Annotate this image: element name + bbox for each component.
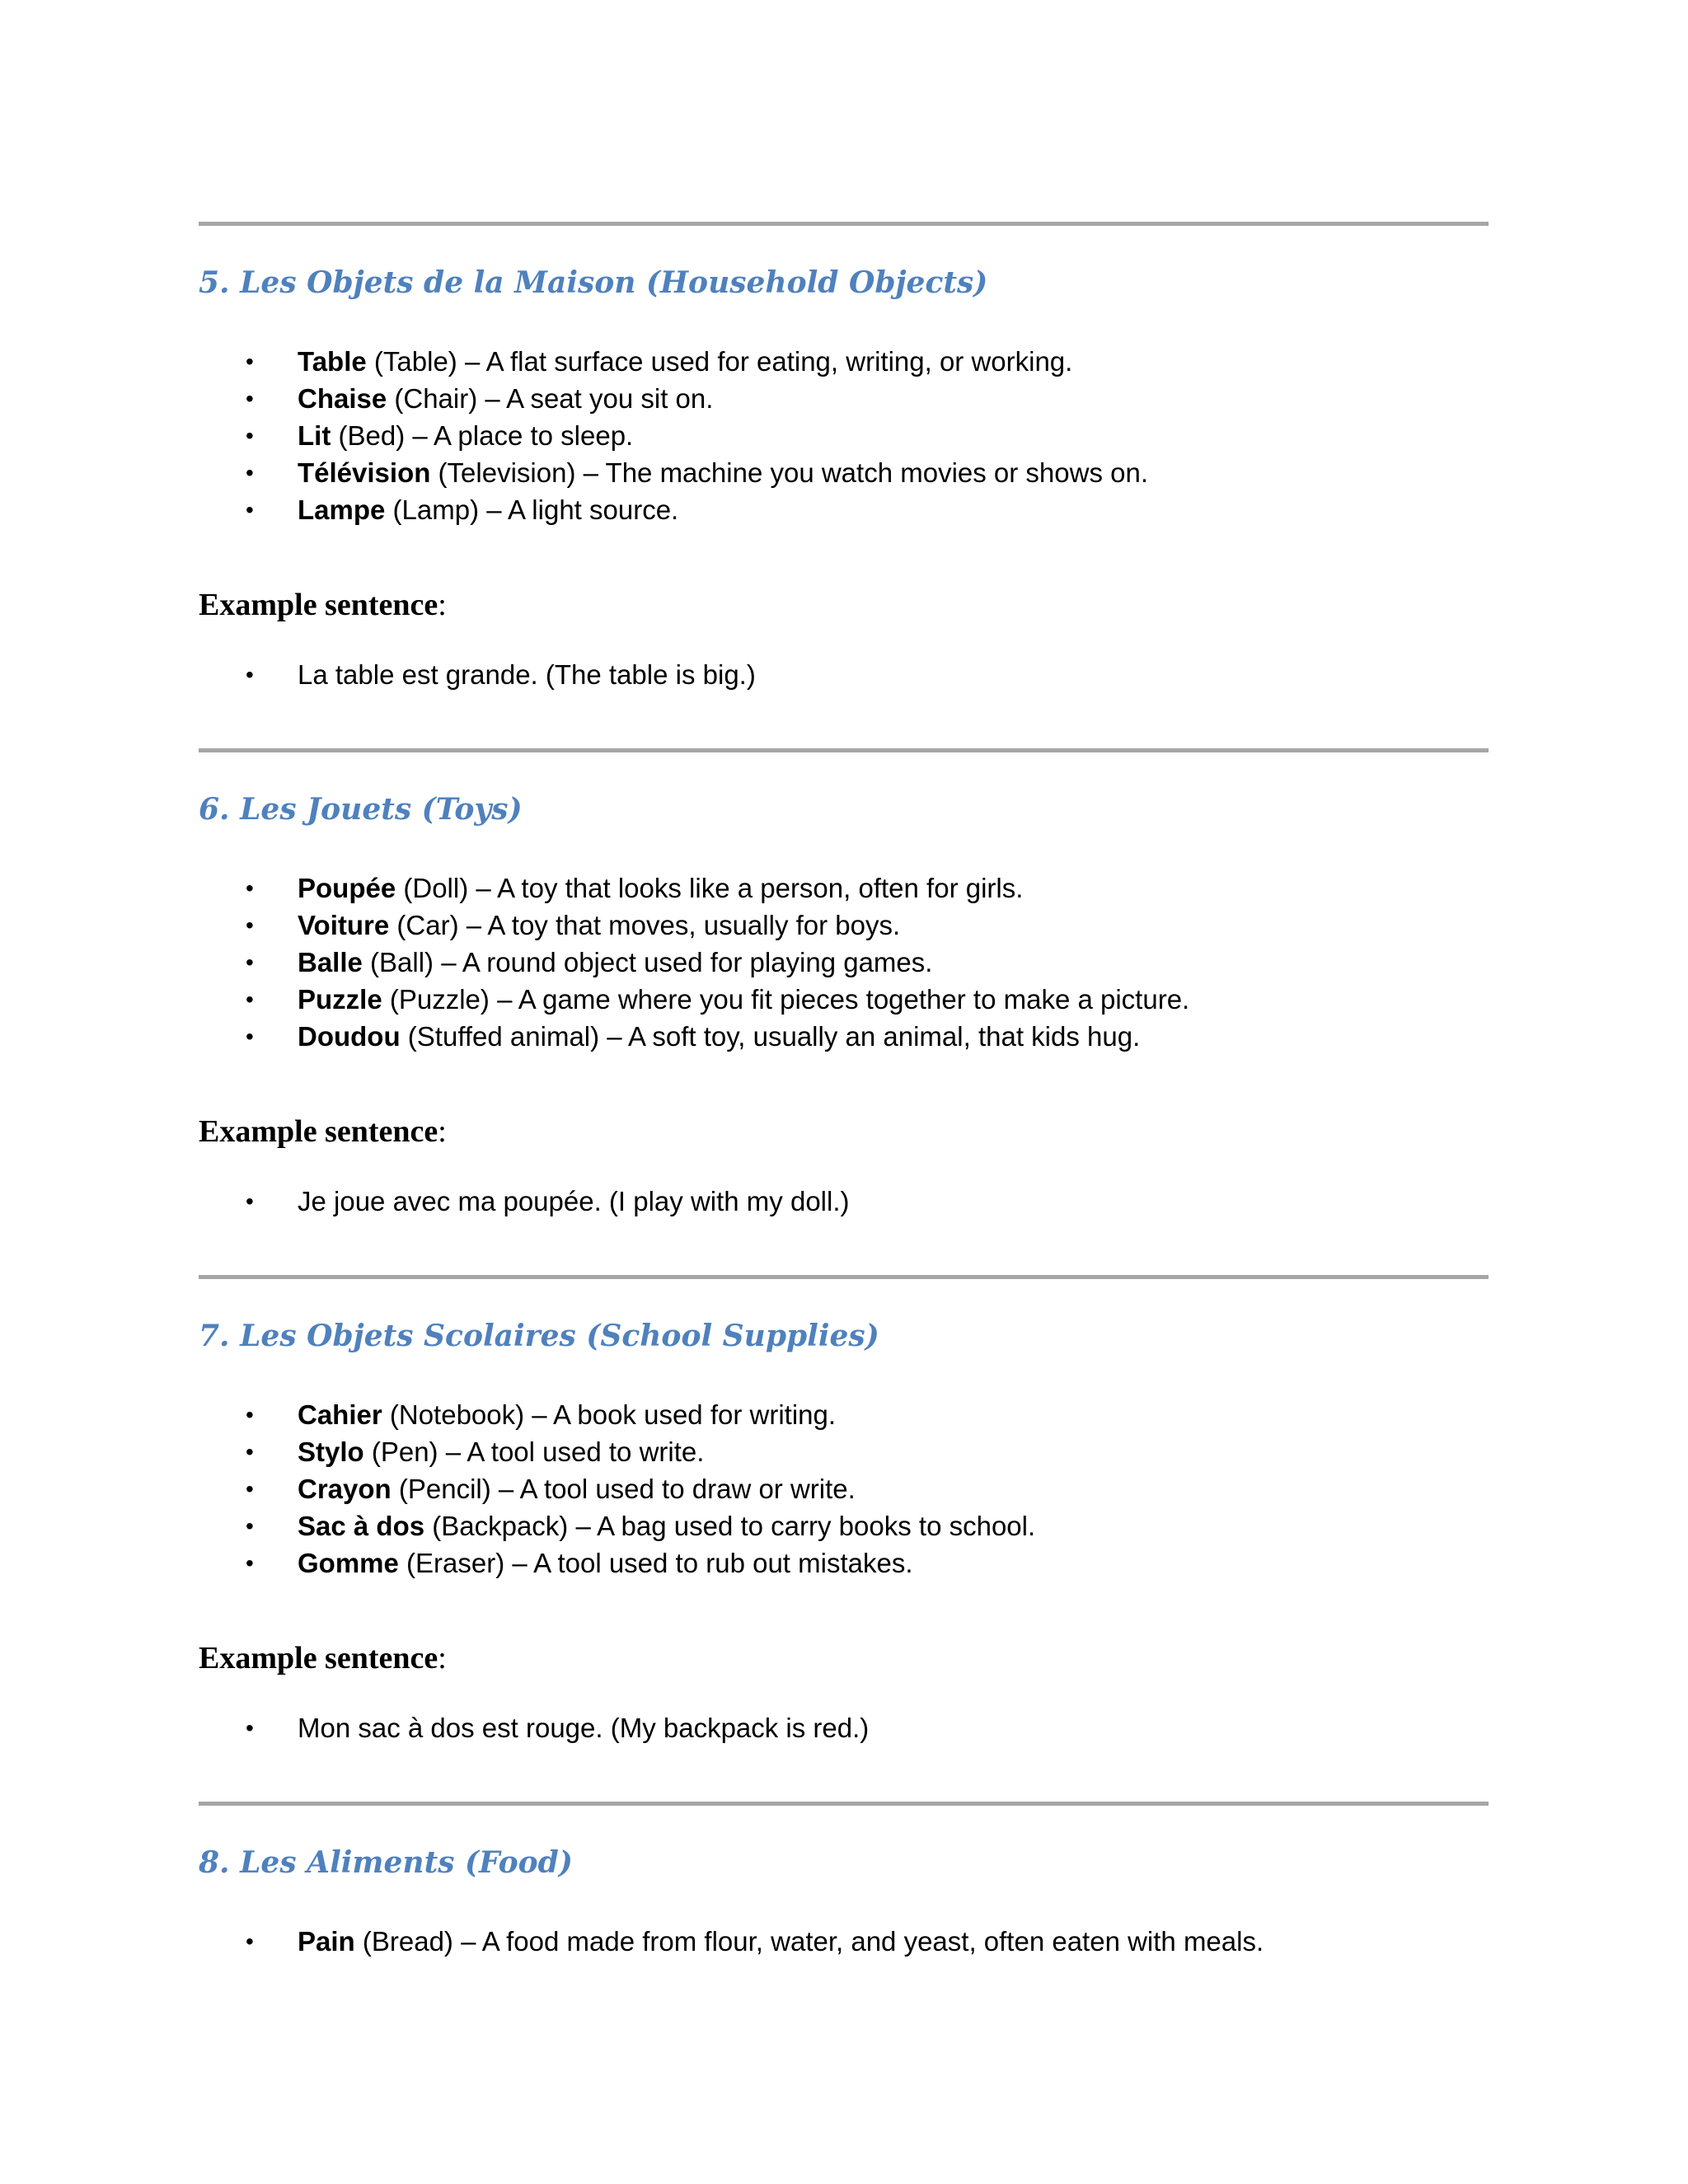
bullet-icon: • <box>246 1024 254 1049</box>
horizontal-rule <box>199 222 1489 226</box>
example-sentence: La table est grande. (The table is big.) <box>298 659 756 690</box>
example-label-colon: : <box>438 588 447 622</box>
list-item <box>199 454 1148 491</box>
section-heading: 5. Les Objets de la Maison (Household Objects) <box>199 265 988 300</box>
vocab-term: Chaise <box>298 383 387 414</box>
vocab-definition: (Bread) – A food made from flour, water, and yeast, often eaten with meals. <box>354 1926 1264 1957</box>
example-item <box>199 656 756 693</box>
example-sentence-label <box>199 1638 447 1679</box>
bullet-icon: • <box>246 662 254 687</box>
example-item <box>199 1709 869 1746</box>
example-label-text: Example sentence <box>199 1114 438 1149</box>
vocab-term: Télévision <box>298 457 431 488</box>
vocabulary-list <box>199 869 1189 1055</box>
vocabulary-list <box>199 1923 1264 1960</box>
vocab-term: Stylo <box>298 1436 364 1467</box>
list-item <box>199 1018 1189 1055</box>
vocab-definition: (Backpack) – A bag used to carry books to school. <box>424 1511 1036 1541</box>
example-sentence-label <box>199 1111 447 1152</box>
bullet-icon: • <box>246 1513 254 1539</box>
horizontal-rule <box>199 1802 1489 1806</box>
list-item <box>199 1923 1264 1960</box>
horizontal-rule <box>199 748 1489 752</box>
horizontal-rule <box>199 1275 1489 1279</box>
section-heading: 7. Les Objets Scolaires (School Supplies) <box>199 1319 879 1353</box>
vocab-definition: (Pen) – A tool used to write. <box>363 1436 705 1467</box>
bullet-icon: • <box>246 1550 254 1576</box>
vocab-term: Table <box>298 346 367 377</box>
vocabulary-list <box>199 343 1148 528</box>
vocab-definition: (Pencil) – A tool used to draw or write. <box>391 1474 856 1504</box>
example-label-text: Example sentence <box>199 1641 438 1675</box>
example-sentence: Je joue avec ma poupée. (I play with my doll.) <box>298 1186 850 1216</box>
example-sentence: Mon sac à dos est rouge. (My backpack is red.) <box>298 1713 870 1743</box>
vocab-definition: (Ball) – A round object used for playing games. <box>362 947 933 977</box>
bullet-icon: • <box>246 349 254 374</box>
vocab-definition: (Bed) – A place to sleep. <box>331 420 634 451</box>
list-item <box>199 343 1148 380</box>
vocab-definition: (Notebook) – A book used for writing. <box>382 1399 837 1430</box>
section-heading: 6. Les Jouets (Toys) <box>199 792 523 827</box>
list-item <box>199 1544 1035 1582</box>
bullet-icon: • <box>246 497 254 523</box>
vocab-definition: (Stuffed animal) – A soft toy, usually an animal, that kids hug. <box>400 1021 1141 1052</box>
example-list <box>199 1709 869 1746</box>
example-list <box>199 1183 850 1220</box>
vocab-term: Lit <box>298 420 331 451</box>
list-item <box>199 1507 1035 1544</box>
section-heading: 8. Les Aliments (Food) <box>199 1845 573 1880</box>
example-label-colon: : <box>438 1641 447 1675</box>
example-label-text: Example sentence <box>199 588 438 622</box>
bullet-icon: • <box>246 875 254 901</box>
bullet-icon: • <box>246 912 254 938</box>
list-item <box>199 1470 1035 1507</box>
vocab-term: Doudou <box>298 1021 401 1052</box>
vocab-definition: (Television) – The machine you watch movies or shows on. <box>430 457 1149 488</box>
example-list <box>199 656 756 693</box>
example-sentence-label <box>199 584 447 626</box>
vocabulary-list <box>199 1396 1035 1582</box>
list-item <box>199 1396 1035 1433</box>
list-item <box>199 907 1189 944</box>
example-item <box>199 1183 850 1220</box>
bullet-icon: • <box>246 987 254 1012</box>
bullet-icon: • <box>246 1402 254 1427</box>
vocab-term: Voiture <box>298 910 390 940</box>
vocab-definition: (Lamp) – A light source. <box>385 494 679 525</box>
bullet-icon: • <box>246 1715 254 1741</box>
bullet-icon: • <box>246 949 254 975</box>
list-item <box>199 1433 1035 1470</box>
bullet-icon: • <box>246 1476 254 1502</box>
vocab-term: Lampe <box>298 494 386 525</box>
vocab-definition: (Chair) – A seat you sit on. <box>387 383 714 414</box>
list-item <box>199 491 1148 528</box>
list-item <box>199 380 1148 417</box>
list-item <box>199 417 1148 454</box>
bullet-icon: • <box>246 423 254 448</box>
vocab-definition: (Eraser) – A tool used to rub out mistakes. <box>398 1548 913 1578</box>
vocab-term: Crayon <box>298 1474 392 1504</box>
bullet-icon: • <box>246 1929 254 1954</box>
vocab-definition: (Puzzle) – A game where you fit pieces together to make a picture. <box>382 984 1190 1015</box>
list-item <box>199 944 1189 981</box>
vocab-term: Poupée <box>298 873 396 903</box>
bullet-icon: • <box>246 1439 254 1465</box>
bullet-icon: • <box>246 460 254 485</box>
example-label-colon: : <box>438 1114 447 1149</box>
vocab-definition: (Car) – A toy that moves, usually for boys. <box>389 910 901 940</box>
vocab-term: Sac à dos <box>298 1511 425 1541</box>
vocab-definition: (Doll) – A toy that looks like a person, often for girls. <box>396 873 1024 903</box>
vocab-term: Balle <box>298 947 363 977</box>
vocab-term: Pain <box>298 1926 355 1957</box>
vocab-term: Puzzle <box>298 984 382 1015</box>
vocab-term: Gomme <box>298 1548 399 1578</box>
list-item <box>199 869 1189 907</box>
bullet-icon: • <box>246 1188 254 1214</box>
list-item <box>199 981 1189 1018</box>
vocab-term: Cahier <box>298 1399 382 1430</box>
bullet-icon: • <box>246 386 254 411</box>
vocab-definition: (Table) – A flat surface used for eating, writing, or working. <box>366 346 1073 377</box>
